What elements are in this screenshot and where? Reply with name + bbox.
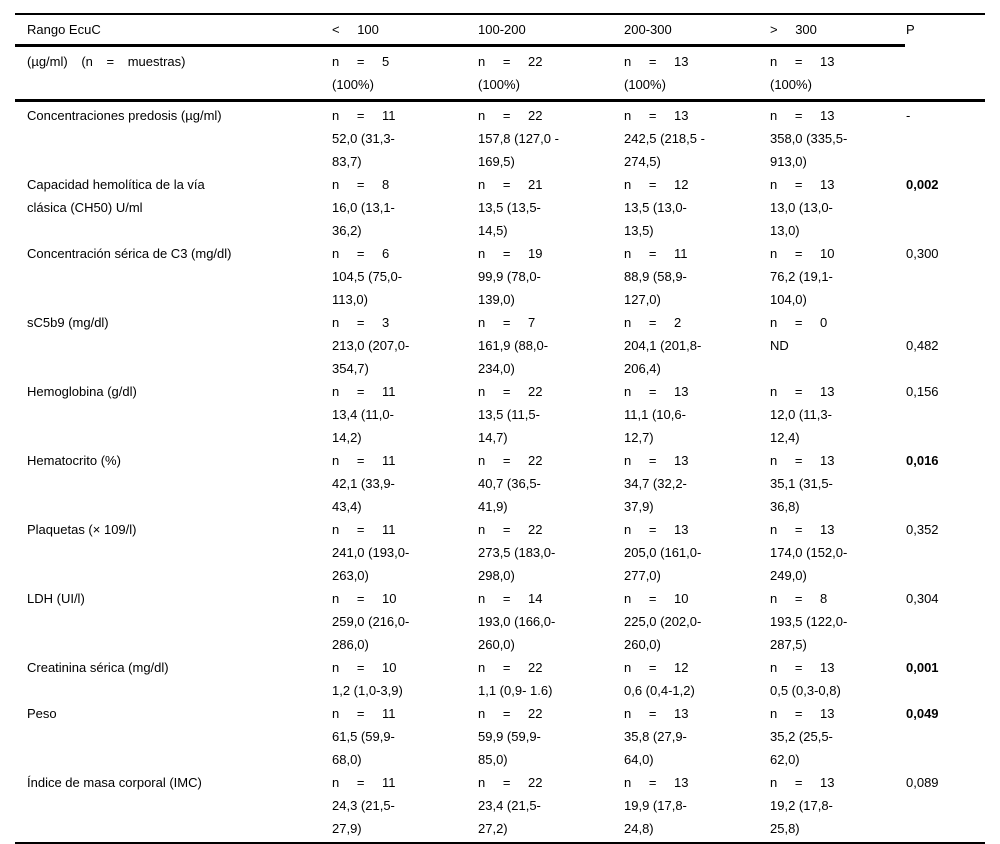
- row-label-line: Índice de masa corporal (IMC): [27, 775, 202, 790]
- cell-value-line: 36,2): [332, 223, 362, 238]
- row-label-line: sC5b9 (mg/dl): [27, 315, 109, 330]
- table-row: [15, 702, 985, 771]
- cell-value-line: 13,4 (11,0-: [332, 407, 394, 422]
- cell-value-line: 169,5): [478, 154, 515, 169]
- subheader-units-label: (µg/ml) (n = muestras): [27, 54, 186, 69]
- cell-value-line: 241,0 (193,0-: [332, 545, 410, 560]
- table-row: [15, 449, 985, 518]
- cell-value-line: 263,0): [332, 568, 369, 583]
- row-label-line: Plaquetas (× 109/l): [27, 522, 137, 537]
- table-row: [15, 771, 985, 840]
- data-cell: [770, 702, 906, 771]
- cell-value-line: 12,7): [624, 430, 654, 445]
- cell-value-line: 83,7): [332, 154, 362, 169]
- cell-n-count: n = 13: [770, 384, 835, 399]
- subheader-cell: [478, 50, 624, 96]
- p-value: 0,016: [906, 453, 939, 468]
- subheader-cell: [770, 50, 906, 96]
- cell-n-count: n = 3: [332, 315, 390, 330]
- cell-n-count: n = 22: [478, 54, 543, 69]
- cell-value-line: 273,5 (183,0-: [478, 545, 556, 560]
- cell-n-count: n = 13: [624, 775, 689, 790]
- cell-n-count: n = 14: [478, 591, 543, 606]
- cell-value-line: 205,0 (161,0-: [624, 545, 702, 560]
- cell-n-count: n = 0: [770, 315, 828, 330]
- data-cell: [332, 311, 478, 380]
- cell-value-line: 260,0): [624, 637, 661, 652]
- p-value: 0,156: [906, 384, 939, 399]
- cell-value-line: 85,0): [478, 752, 508, 767]
- table-row: [15, 104, 985, 173]
- cell-n-count: n = 13: [624, 108, 689, 123]
- cell-value-line: 12,0 (11,3-: [770, 407, 832, 422]
- cell-n-count: n = 22: [478, 384, 543, 399]
- p-value: 0,049: [906, 706, 939, 721]
- table-row: [15, 242, 985, 311]
- header-col-p: P: [906, 22, 915, 37]
- results-table: [15, 13, 985, 844]
- cell-n-count: n = 22: [478, 453, 543, 468]
- cell-value-line: 174,0 (152,0-: [770, 545, 848, 560]
- cell-percent: (100%): [624, 77, 666, 92]
- p-value: 0,089: [906, 775, 939, 790]
- data-cell: [478, 656, 624, 702]
- table-row: [15, 587, 985, 656]
- p-value: 0,001: [906, 660, 939, 675]
- data-cell: [332, 587, 478, 656]
- cell-n-count: n = 2: [624, 315, 682, 330]
- cell-n-count: n = 11: [332, 706, 396, 721]
- data-cell: [332, 702, 478, 771]
- data-cell: [332, 449, 478, 518]
- cell-n-count: n = 10: [624, 591, 689, 606]
- cell-n-count: n = 7: [478, 315, 536, 330]
- cell-value-line: 286,0): [332, 637, 369, 652]
- row-label-line: Concentración sérica de C3 (mg/dl): [27, 246, 232, 261]
- cell-value-line: 206,4): [624, 361, 661, 376]
- cell-value-line: 14,7): [478, 430, 508, 445]
- data-cell: [770, 449, 906, 518]
- cell-value-line: 204,1 (201,8-: [624, 338, 702, 353]
- data-cell: [770, 518, 906, 587]
- cell-value-line: ND: [770, 338, 789, 353]
- data-cell: [624, 449, 770, 518]
- cell-percent: (100%): [332, 77, 374, 92]
- cell-value-line: 88,9 (58,9-: [624, 269, 687, 284]
- row-label-line: Concentraciones predosis (µg/ml): [27, 108, 222, 123]
- cell-percent: (100%): [770, 77, 812, 92]
- p-value: 0,002: [906, 177, 939, 192]
- data-cell: [624, 173, 770, 242]
- cell-value-line: 913,0): [770, 154, 807, 169]
- cell-value-line: 358,0 (335,5-: [770, 131, 848, 146]
- cell-n-count: n = 13: [770, 108, 835, 123]
- cell-value-line: 1,2 (1,0-3,9): [332, 683, 403, 698]
- cell-value-line: 12,4): [770, 430, 800, 445]
- cell-n-count: n = 21: [478, 177, 543, 192]
- cell-value-line: 113,0): [332, 292, 368, 307]
- cell-value-line: 35,2 (25,5-: [770, 729, 833, 744]
- cell-n-count: n = 11: [624, 246, 688, 261]
- cell-n-count: n = 22: [478, 706, 543, 721]
- cell-n-count: n = 13: [624, 706, 689, 721]
- cell-value-line: 249,0): [770, 568, 807, 583]
- header-col-200-300: 200-300: [624, 22, 672, 37]
- data-cell: [770, 173, 906, 242]
- row-label: [27, 702, 332, 771]
- cell-value-line: 14,2): [332, 430, 362, 445]
- data-cell: [624, 771, 770, 840]
- subheader-cell: [332, 50, 478, 96]
- data-cell: [770, 656, 906, 702]
- cell-value-line: 13,5 (11,5-: [478, 407, 540, 422]
- data-cell: [770, 771, 906, 840]
- cell-value-line: 225,0 (202,0-: [624, 614, 702, 629]
- data-cell: [332, 518, 478, 587]
- cell-value-line: 27,2): [478, 821, 508, 836]
- cell-value-line: 13,0): [770, 223, 800, 238]
- cell-n-count: n = 10: [332, 591, 397, 606]
- cell-value-line: 234,0): [478, 361, 515, 376]
- cell-n-count: n = 10: [770, 246, 835, 261]
- p-value: 0,352: [906, 522, 939, 537]
- cell-n-count: n = 13: [624, 453, 689, 468]
- cell-n-count: n = 13: [624, 522, 689, 537]
- row-label-line: Peso: [27, 706, 57, 721]
- header-col-gt-300: > 300: [770, 22, 817, 37]
- cell-value-line: 14,5): [478, 223, 508, 238]
- cell-value-line: 354,7): [332, 361, 369, 376]
- data-cell: [624, 656, 770, 702]
- cell-n-count: n = 8: [332, 177, 390, 192]
- data-cell: [478, 173, 624, 242]
- cell-value-line: 193,5 (122,0-: [770, 614, 848, 629]
- row-label: [27, 173, 332, 242]
- cell-value-line: 42,1 (33,9-: [332, 476, 395, 491]
- cell-n-count: n = 11: [332, 453, 396, 468]
- cell-value-line: 35,1 (31,5-: [770, 476, 833, 491]
- data-cell: [478, 311, 624, 380]
- cell-value-line: 274,5): [624, 154, 661, 169]
- cell-value-line: 259,0 (216,0-: [332, 614, 410, 629]
- cell-value-line: 19,2 (17,8-: [770, 798, 833, 813]
- table-subheader-row: [15, 47, 985, 99]
- cell-n-count: n = 13: [624, 384, 689, 399]
- cell-value-line: 24,8): [624, 821, 654, 836]
- cell-n-count: n = 13: [770, 775, 835, 790]
- cell-value-line: 242,5 (218,5 -: [624, 131, 705, 146]
- cell-value-line: 36,8): [770, 499, 800, 514]
- cell-value-line: 68,0): [332, 752, 362, 767]
- cell-percent: (100%): [478, 77, 520, 92]
- header-col-100-200: 100-200: [478, 22, 526, 37]
- cell-value-line: 24,3 (21,5-: [332, 798, 395, 813]
- data-cell: [332, 242, 478, 311]
- cell-value-line: 52,0 (31,3-: [332, 131, 395, 146]
- data-cell: [624, 587, 770, 656]
- cell-n-count: n = 11: [332, 108, 396, 123]
- cell-n-count: n = 12: [624, 177, 689, 192]
- cell-value-line: 34,7 (32,2-: [624, 476, 687, 491]
- cell-value-line: 62,0): [770, 752, 800, 767]
- p-value: 0,304: [906, 591, 939, 606]
- data-cell: [770, 311, 906, 380]
- table-row: [15, 173, 985, 242]
- table-row: [15, 656, 985, 702]
- row-label: [27, 771, 332, 840]
- cell-n-count: n = 22: [478, 522, 543, 537]
- table-row: [15, 518, 985, 587]
- cell-value-line: 41,9): [478, 499, 508, 514]
- data-cell: [332, 173, 478, 242]
- data-cell: [624, 311, 770, 380]
- row-label: [27, 242, 332, 311]
- cell-value-line: 13,0 (13,0-: [770, 200, 833, 215]
- cell-value-line: 298,0): [478, 568, 515, 583]
- table-row: [15, 380, 985, 449]
- table-row: [15, 311, 985, 380]
- data-cell: [624, 518, 770, 587]
- data-cell: [478, 449, 624, 518]
- p-value: -: [906, 108, 911, 123]
- cell-n-count: n = 13: [770, 660, 835, 675]
- data-cell: [478, 771, 624, 840]
- cell-value-line: 13,5 (13,0-: [624, 200, 687, 215]
- cell-value-line: 59,9 (59,9-: [478, 729, 541, 744]
- cell-n-count: n = 19: [478, 246, 543, 261]
- cell-n-count: n = 11: [332, 384, 396, 399]
- data-cell: [478, 518, 624, 587]
- data-cell: [478, 587, 624, 656]
- cell-n-count: n = 13: [624, 54, 689, 69]
- row-label: [27, 587, 332, 656]
- table-body: [15, 102, 985, 842]
- cell-n-count: n = 11: [332, 775, 396, 790]
- cell-n-count: n = 11: [332, 522, 396, 537]
- cell-value-line: 99,9 (78,0-: [478, 269, 541, 284]
- data-cell: [478, 380, 624, 449]
- cell-n-count: n = 13: [770, 706, 835, 721]
- row-label-line: clásica (CH50) U/ml: [27, 200, 143, 215]
- cell-value-line: 104,0): [770, 292, 807, 307]
- cell-value-line: 76,2 (19,1-: [770, 269, 833, 284]
- cell-value-line: 25,8): [770, 821, 800, 836]
- cell-n-count: n = 5: [332, 54, 390, 69]
- data-cell: [624, 702, 770, 771]
- cell-n-count: n = 22: [478, 775, 543, 790]
- cell-value-line: 23,4 (21,5-: [478, 798, 541, 813]
- cell-value-line: 64,0): [624, 752, 654, 767]
- row-label-line: Hematocrito (%): [27, 453, 121, 468]
- cell-value-line: 40,7 (36,5-: [478, 476, 541, 491]
- cell-value-line: 35,8 (27,9-: [624, 729, 687, 744]
- cell-value-line: 27,9): [332, 821, 362, 836]
- cell-value-line: 1,1 (0,9- 1.6): [478, 683, 553, 698]
- p-value: 0,482: [906, 338, 939, 353]
- header-rango-ecuc: Rango EcuC: [27, 22, 101, 37]
- data-cell: [332, 656, 478, 702]
- data-cell: [770, 380, 906, 449]
- data-cell: [624, 242, 770, 311]
- cell-value-line: 277,0): [624, 568, 661, 583]
- data-cell: [332, 380, 478, 449]
- cell-value-line: 37,9): [624, 499, 654, 514]
- subheader-p-empty: [906, 50, 985, 96]
- row-label-line: LDH (UI/l): [27, 591, 85, 606]
- cell-value-line: 157,8 (127,0 -: [478, 131, 559, 146]
- cell-value-line: 16,0 (13,1-: [332, 200, 395, 215]
- data-cell: [478, 104, 624, 173]
- cell-value-line: 0,6 (0,4-1,2): [624, 683, 695, 698]
- cell-n-count: n = 12: [624, 660, 689, 675]
- data-cell: [770, 242, 906, 311]
- cell-value-line: 287,5): [770, 637, 807, 652]
- cell-value-line: 11,1 (10,6-: [624, 407, 686, 422]
- row-label: [27, 518, 332, 587]
- cell-value-line: 13,5): [624, 223, 654, 238]
- cell-n-count: n = 6: [332, 246, 390, 261]
- cell-value-line: 43,4): [332, 499, 362, 514]
- cell-n-count: n = 13: [770, 522, 835, 537]
- row-label-line: Creatinina sérica (mg/dl): [27, 660, 169, 675]
- row-label: [27, 311, 332, 380]
- row-label-line: Capacidad hemolítica de la vía: [27, 177, 205, 192]
- data-cell: [624, 104, 770, 173]
- p-value: 0,300: [906, 246, 939, 261]
- cell-value-line: 0,5 (0,3-0,8): [770, 683, 841, 698]
- cell-value-line: 139,0): [478, 292, 515, 307]
- cell-value-line: 61,5 (59,9-: [332, 729, 395, 744]
- row-label: [27, 104, 332, 173]
- data-cell: [770, 104, 906, 173]
- data-cell: [332, 771, 478, 840]
- data-cell: [624, 380, 770, 449]
- table-header-row: [15, 15, 985, 44]
- cell-n-count: n = 13: [770, 54, 835, 69]
- data-cell: [332, 104, 478, 173]
- row-label: [27, 656, 332, 702]
- cell-n-count: n = 8: [770, 591, 828, 606]
- header-col-lt-100: < 100: [332, 22, 379, 37]
- cell-n-count: n = 13: [770, 177, 835, 192]
- cell-value-line: 193,0 (166,0-: [478, 614, 556, 629]
- cell-n-count: n = 10: [332, 660, 397, 675]
- data-cell: [478, 702, 624, 771]
- data-cell: [770, 587, 906, 656]
- cell-n-count: n = 22: [478, 108, 543, 123]
- cell-value-line: 161,9 (88,0-: [478, 338, 549, 353]
- cell-value-line: 260,0): [478, 637, 515, 652]
- data-cell: [478, 242, 624, 311]
- row-label: [27, 449, 332, 518]
- cell-value-line: 127,0): [624, 292, 661, 307]
- cell-value-line: 213,0 (207,0-: [332, 338, 410, 353]
- row-label: [27, 380, 332, 449]
- cell-value-line: 13,5 (13,5-: [478, 200, 541, 215]
- cell-value-line: 19,9 (17,8-: [624, 798, 687, 813]
- row-label-line: Hemoglobina (g/dl): [27, 384, 137, 399]
- subheader-cell: [624, 50, 770, 96]
- cell-n-count: n = 22: [478, 660, 543, 675]
- cell-n-count: n = 13: [770, 453, 835, 468]
- cell-value-line: 104,5 (75,0-: [332, 269, 403, 284]
